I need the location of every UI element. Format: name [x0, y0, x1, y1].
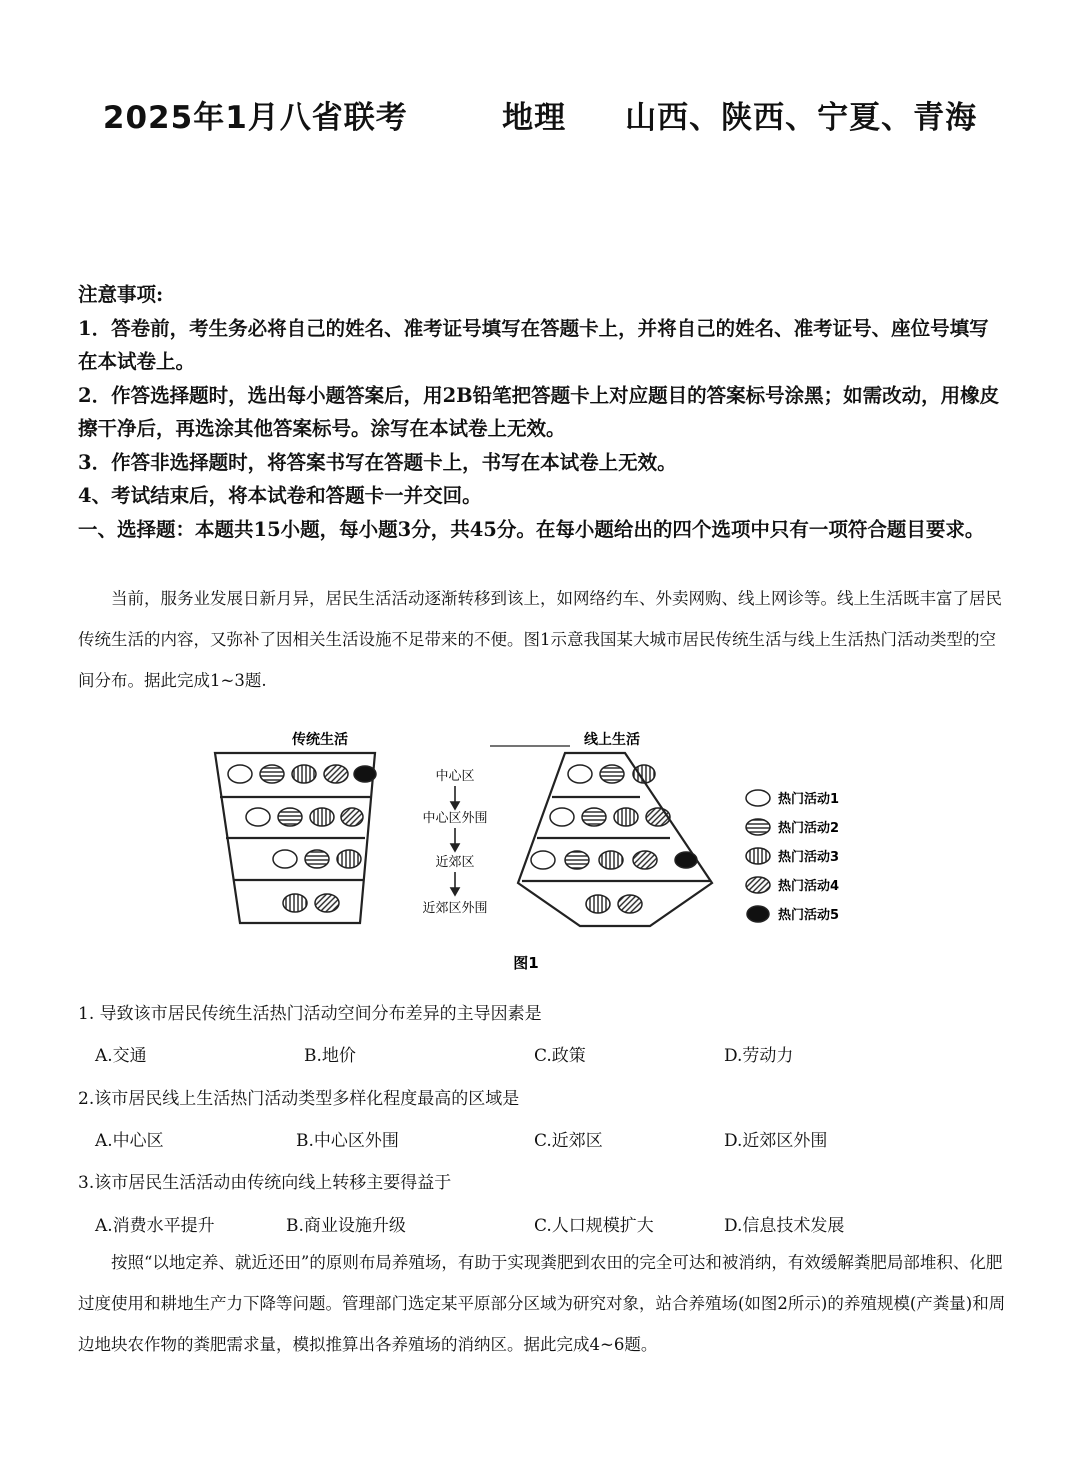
- legend-label: 热门活动5: [778, 908, 840, 923]
- option-d: D.信息技术发展: [724, 1216, 845, 1236]
- option-d: D.近郊区外围: [724, 1131, 828, 1151]
- passage-1: [78, 578, 1008, 701]
- passage-2: [78, 1242, 1008, 1365]
- option-c: C.人口规模扩大: [534, 1216, 654, 1236]
- section-heading: 一、选择题：本题共15小题，每小题3分，共45分。在每小题给出的四个选项中只有一项符合题目要求。: [78, 517, 985, 541]
- legend-label: 热门活动3: [778, 850, 840, 865]
- figure-1: [200, 718, 880, 978]
- legend-label: 热门活动1: [778, 792, 840, 807]
- question-2-stem: 2.该市居民线上生活热门活动类型多样化程度最高的区域是: [78, 1089, 520, 1109]
- passage-1-text: 当前，服务业发展日新月异，居民生活活动逐渐转移到该上，如网络约车、外卖网购、线上网诊等。线上生活既丰富了居民传统生活的内容，又弥补了因相关生活设施不足带来的不便。图1示意我国某大城市居民传统生活与线上生活热门活动类型的空间分布。据此完成1~3题.: [78, 589, 1002, 690]
- option-b: B.商业设施升级: [286, 1216, 406, 1236]
- note-item: 4、考试结束后，将本试卷和答题卡一并交回。: [78, 484, 482, 507]
- zone-label: 近郊区外围: [422, 901, 488, 916]
- right-diagram-title: 线上生活: [584, 732, 640, 748]
- note-item: 3．作答非选择题时，将答案书写在答题卡上，书写在本试卷上无效。: [78, 450, 677, 474]
- question-1-stem: 1. 导致该市居民传统生活热门活动空间分布差异的主导因素是: [78, 1004, 542, 1024]
- page-title: 2025年1月八省联考 地理 山西、陕西、宁夏、青海: [102, 100, 978, 136]
- option-b: B.中心区外围: [296, 1131, 399, 1151]
- note-item: 2．作答选择题时，选出每小题答案后，用2B铅笔把答题卡上对应题目的答案标号涂黑；如需改动，用橡皮擦干净后，再选涂其他答案标号。涂写在本试卷上无效。: [78, 383, 1000, 440]
- option-c: C.政策: [534, 1046, 586, 1066]
- option-a: A.中心区: [95, 1131, 164, 1151]
- passage-2-text: 按照“以地定养、就近还田”的原则布局养殖场，有助于实现粪肥到农田的完全可达和被消纳，有效缓解粪肥局部堆积、化肥过度使用和耕地生产力下降等问题。管理部门选定某平原部分区域为研究对象，站合养殖场(如图2所示)的养殖规模(产粪量)和周边地块农作物的粪肥需求量，模拟推算出各养殖场的消纳区。据此完成4~6题。: [78, 1253, 1006, 1354]
- question-3-stem: 3.该市居民生活活动由传统向线上转移主要得益于: [78, 1173, 452, 1193]
- zone-labels: [422, 768, 487, 916]
- option-a: A.消费水平提升: [95, 1216, 215, 1236]
- left-diagram-title: 传统生活: [292, 732, 348, 748]
- option-d: D.劳动力: [724, 1046, 794, 1066]
- legend-label: 热门活动4: [778, 879, 840, 894]
- zone-label: 近郊区: [435, 855, 475, 870]
- zone-label: 中心区: [435, 769, 475, 784]
- note-item: 1．答卷前，考生务必将自己的姓名、准考证号填写在答题卡上，并将自己的姓名、准考证号、座位号填写在本试卷上。: [78, 316, 989, 373]
- notes-heading: 注意事项:: [78, 283, 164, 306]
- legend-label: 热门活动2: [778, 821, 840, 836]
- zone-label: 中心区外围: [422, 811, 488, 826]
- option-a: A.交通: [95, 1046, 147, 1066]
- figure-caption: 图1: [513, 954, 539, 972]
- option-c: C.近郊区: [534, 1131, 603, 1151]
- notes-section: [78, 278, 1008, 546]
- legend-labels: [778, 791, 839, 923]
- legend: [746, 790, 770, 922]
- option-b: B.地价: [304, 1046, 356, 1066]
